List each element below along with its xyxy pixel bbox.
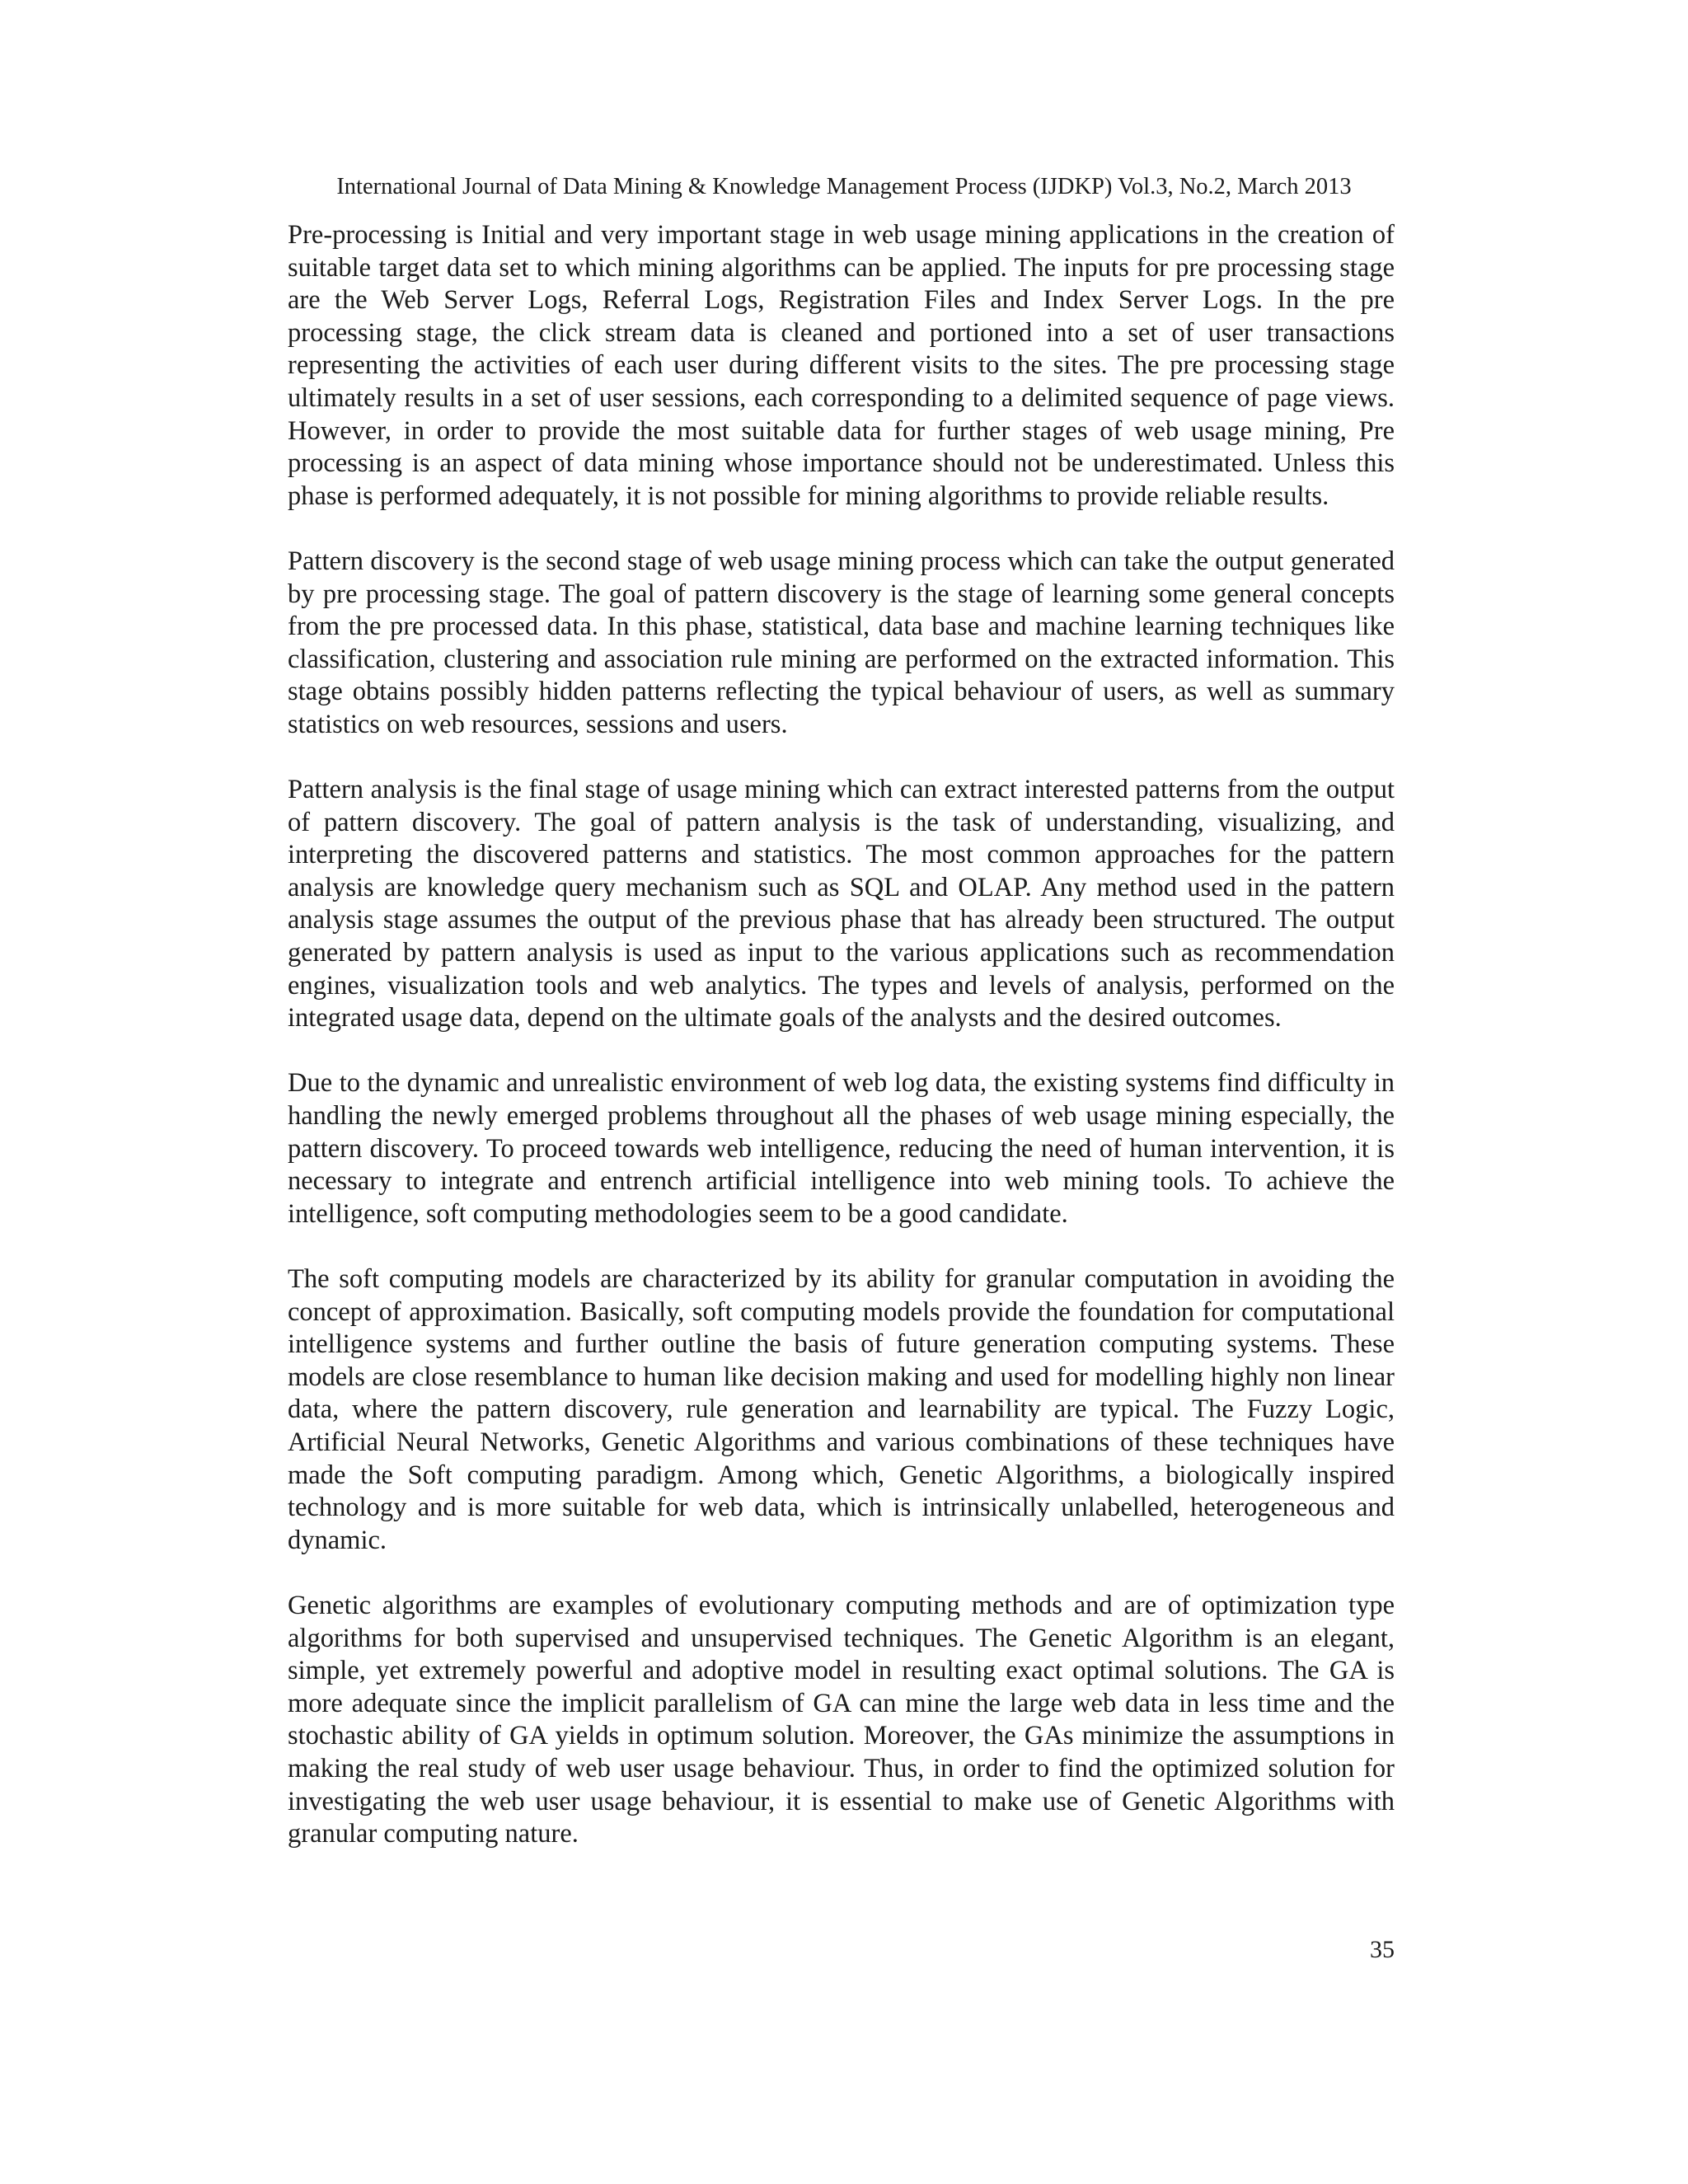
paragraph-preprocessing: Pre-processing is Initial and very important stage in web usage mining applications in the creation of suitable target data set to which mining algorithms can be applied. The inputs for pre processing stage are the Web Server Logs, Referral Logs, Registration Files and Index Server Logs. In the pre processing stage, the click stream data is cleaned and portioned into a set of user transactions representing the activities of each user during different visits to the sites. The pre processing stage ultimately results in a set of user sessions, each corresponding to a delimited sequence of page views. However, in order to provide the most suitable data for further stages of web usage mining, Pre processing is an aspect of data mining whose importance should not be underestimated. Unless this phase is performed adequately, it is not possible for mining algorithms to provide reliable results. (288, 220, 1395, 511)
page-number: 35 (1370, 1936, 1395, 1963)
paragraph-soft-computing: The soft computing models are characterized by its ability for granular computation in avoiding the concept of approximation. Basically, soft computing models provide the foundation for computational intelligence systems and further outline the basis of future generation computing systems. These models are close resemblance to human like decision making and used for modelling highly non linear data, where the pattern discovery, rule generation and learnability are typical. The Fuzzy Logic, Artificial Neural Networks, Genetic Algorithms and various combinations of these techniques have made the Soft computing paradigm. Among which, Genetic Algorithms, a biologically inspired technology and is more suitable for web data, which is intrinsically unlabelled, heterogeneous and dynamic. (288, 1264, 1395, 1555)
journal-running-header: International Journal of Data Mining & Knowledge Management Process (IJDKP) Vol.3, No.2, March 2013 (336, 174, 1352, 199)
paragraph-pattern-analysis: Pattern analysis is the final stage of usage mining which can extract interested patterns from the output of pattern discovery. The goal of pattern analysis is the task of understanding, visualizing, and interpreting the discovered patterns and statistics. The most common approaches for the pattern analysis are knowledge query mechanism such as SQL and OLAP. Any method used in the pattern analysis stage assumes the output of the previous phase that has already been structured. The output generated by pattern analysis is used as input to the various applications such as recommendation engines, visualization tools and web analytics. The types and levels of analysis, performed on the integrated usage data, depend on the ultimate goals of the analysts and the desired outcomes. (288, 775, 1395, 1033)
paragraph-dynamic-environment: Due to the dynamic and unrealistic environment of web log data, the existing systems find difficulty in handling the newly emerged problems throughout all the phases of web usage mining especially, the pattern discovery. To proceed towards web intelligence, reducing the need of human intervention, it is necessary to integrate and entrench artificial intelligence into web mining tools. To achieve the intelligence, soft computing methodologies seem to be a good candidate. (288, 1068, 1395, 1229)
paragraph-pattern-discovery: Pattern discovery is the second stage of web usage mining process which can take the output generated by pre processing stage. The goal of pattern discovery is the stage of learning some general concepts from the pre processed data. In this phase, statistical, data base and machine learning techniques like classification, clustering and association rule mining are performed on the extracted information. This stage obtains possibly hidden patterns reflecting the typical behaviour of users, as well as summary statistics on web resources, sessions and users. (288, 546, 1395, 739)
article-body (288, 219, 1395, 1851)
paragraph-genetic-algorithms: Genetic algorithms are examples of evolutionary computing methods and are of optimization type algorithms for both supervised and unsupervised techniques. The Genetic Algorithm is an elegant, simple, yet extremely powerful and adoptive model in resulting exact optimal solutions. The GA is more adequate since the implicit parallelism of GA can mine the large web data in less time and the stochastic ability of GA yields in optimum solution. Moreover, the GAs minimize the assumptions in making the real study of web user usage behaviour. Thus, in order to find the optimized solution for investigating the web user usage behaviour, it is essential to make use of Genetic Algorithms with granular computing nature. (288, 1590, 1395, 1849)
